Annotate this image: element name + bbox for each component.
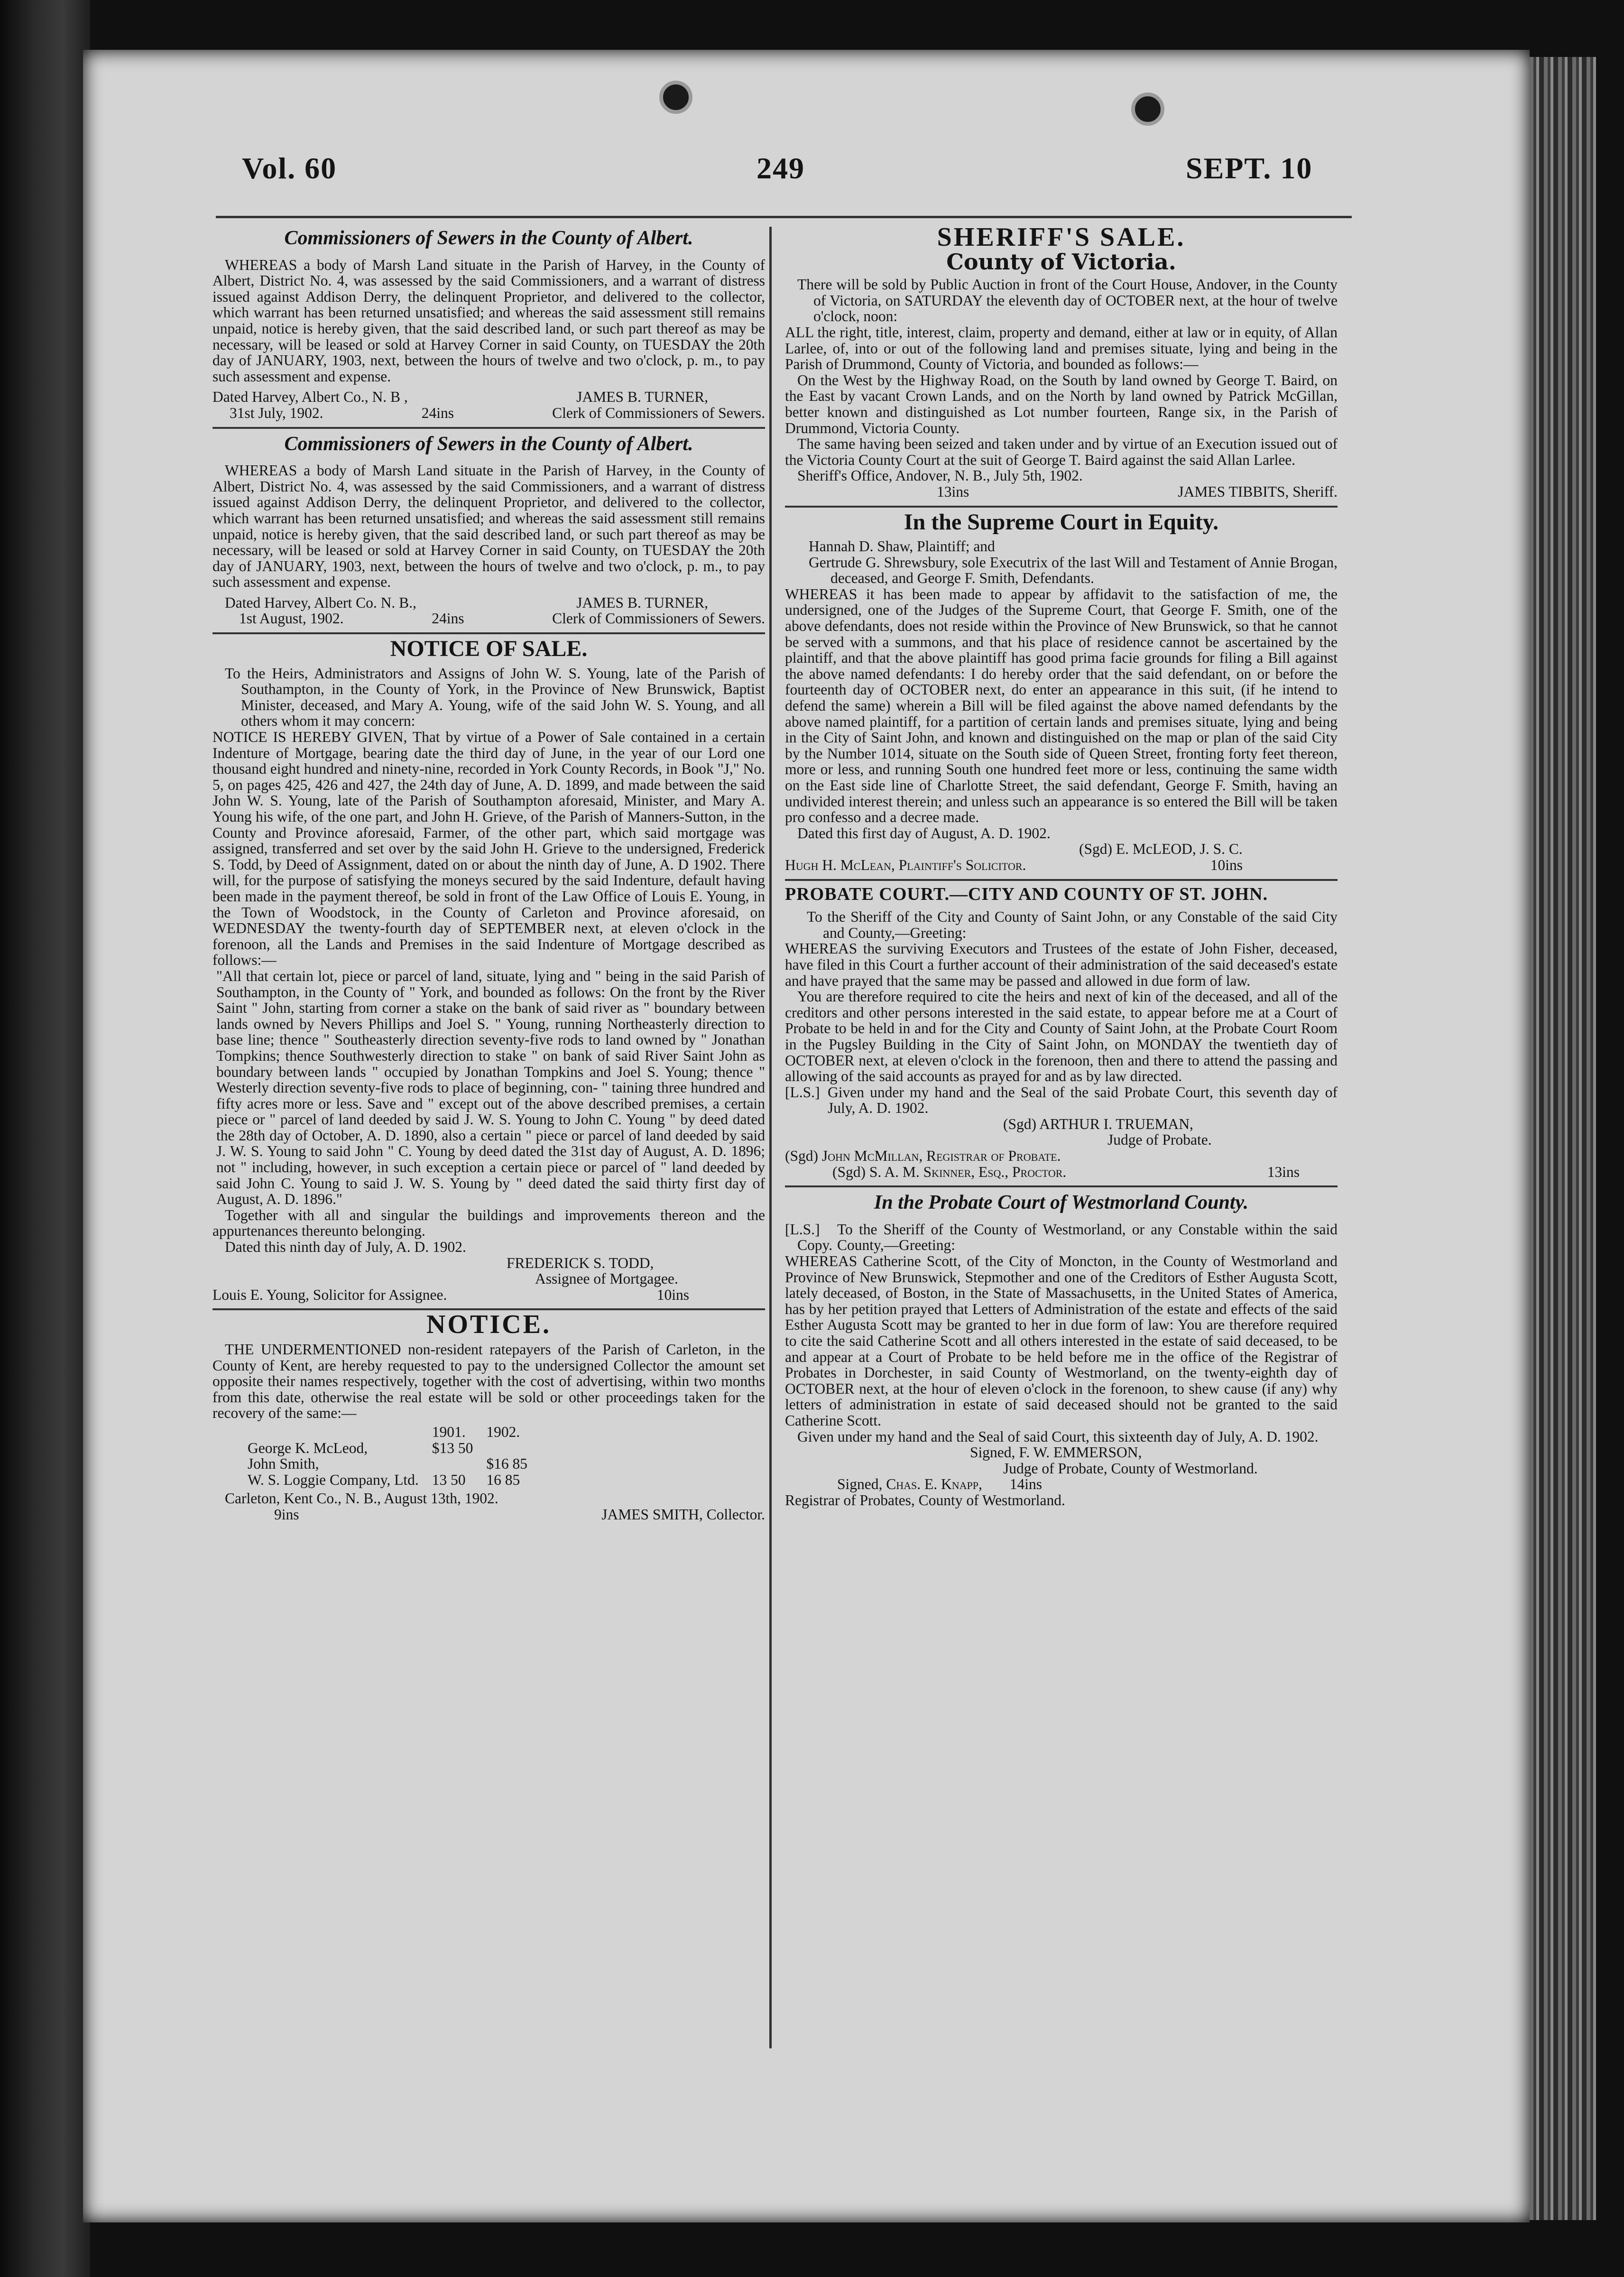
- office-date: Sheriff's Office, Andover, N. B., July 5th, 1902.: [797, 467, 1083, 484]
- notice-subheading: County of Victoria.: [946, 249, 1176, 275]
- date: 1st August, 1902.: [239, 610, 344, 627]
- notice-body: WHEREAS Catherine Scott, of the City of Moncton, in the County of Westmorland and Province of New Brunswick, Stepmother and one of the Creditors of Esther Augusta Scott, lately deceased, of Boston, in the State of Massachusetts, in the United States of America, has by her petition prayed that Letters of Administration of the estate and effects of the said Esther Augusta Scott may be granted to her in due form of law: You are therefore required to cite the said Catherine Scott and all others interested in the estate of said deceased, to be and appear at a Court of Probate to be held before me in the office of the Registrar of Probates in Dorchester, in said County of Westmorland, on the twenty-eighth day of OCTOBER next, at the hour of eleven o'clock in the forenoon, to shew cause (if any) why letters of administration in estate of said deceased should not be granted to the said Catherine Scott.: [785, 1253, 1338, 1429]
- registrar: Chas. E. Knapp,: [886, 1476, 982, 1493]
- signatory-role: Judge of Probate, County of Westmorland.: [1003, 1460, 1258, 1477]
- dated-line: Dated this ninth day of July, A. D. 1902.: [225, 1239, 466, 1256]
- notice-address: To the Heirs, Administrators and Assigns of John W. S. Young, late of the Parish of Southampton, in the County of York, in the Province of New Brunswick, Baptist Minister, deceased, and Mary A. Young, wife of the said John W. S. Young, and all others whom it may concern:: [225, 665, 765, 730]
- signatory-role: Clerk of Commissioners of Sewers.: [552, 404, 765, 421]
- solicitor: Hugh H. McLean, Plaintiff's Solicitor.: [785, 856, 1026, 873]
- supreme-court-equity: [785, 508, 1338, 881]
- signatory: E. McLEOD, J. S. C.: [1116, 841, 1243, 858]
- probate-st-john: [785, 881, 1338, 1188]
- amount-1901: [425, 1456, 480, 1472]
- ratepayer-table: [241, 1424, 534, 1488]
- signed-label: Signed,: [837, 1476, 883, 1493]
- volume-number: Vol. 60: [242, 151, 337, 185]
- given-under-seal: Given under my hand and the Seal of said Court, this sixteenth day of July, A. D. 1902.: [797, 1428, 1319, 1445]
- signed-label: Signed,: [970, 1444, 1015, 1461]
- amount-1902: $16 85: [486, 1455, 528, 1472]
- notice-body: ALL the right, title, interest, claim, property and demand, either at law or in equity, of Allan Larlee, of, into or out of the following land and premises situate, lying and being in the Parish of Drummond, County of Victoria, and bounded as follows:—: [785, 324, 1338, 373]
- registrar-role: Registrar of Probates, County of Westmorland.: [785, 1491, 1065, 1509]
- dated-line: Dated this first day of August, A. D. 1902.: [797, 824, 1051, 842]
- notice-heading: PROBATE COURT.—CITY AND COUNTY OF ST. JOHN.: [785, 884, 1268, 904]
- insertion-count: 10ins: [1210, 856, 1243, 873]
- insertion-count: 24ins: [421, 404, 454, 421]
- left-column: [212, 223, 765, 1528]
- notice-together: Together with all and singular the buildings and improvements thereon and the appurtenances thereunto belonging.: [212, 1206, 765, 1240]
- notice-heading: Commissioners of Sewers in the County of Albert.: [284, 433, 693, 455]
- signatory-role: Clerk of Commissioners of Sewers.: [552, 610, 765, 627]
- ratepayer-name: George K. McLeod,: [248, 1439, 368, 1456]
- property-bounds: On the West by the Highway Road, on the South by land owned by George T. Baird, on the East by vacant Crown Lands, and on the North by land owned by Patrick McGillan, better known and distinguished as Lot number fourteen, Range six, in the Parish of Drummond, Victoria County.: [785, 371, 1338, 436]
- binding-hole: [1131, 93, 1164, 126]
- amount-1902: [480, 1440, 534, 1456]
- right-column: [785, 223, 1338, 1514]
- insertion-count: 9ins: [274, 1506, 299, 1523]
- signatory: JAMES B. TURNER,: [576, 594, 708, 611]
- notice-body: WHEREAS it has been made to appear by affidavit to the satisfaction of me, the undersigned, one of the Judges of the Supreme Court, that George F. Smith, one of the above defendants, does not reside within the Province of New Brunswick, so that he cannot be served with a summons, and that his place of residence cannot be ascertained by the plaintiff, and that the above plaintiff has good prima facie grounds for filing a Bill against the above named defendants: I do hereby order that the said defendant, on or before the fourteenth day of OCTOBER next, do enter an appearance in this suit, (if he intend to defend the same) wherein a Bill will be filed against the above named defendants by the above named plaintiff, for a partition of certain lands and premises situate, lying and being in the City of Saint John, and known and distinguished on the map or plan of the said City by the Number 1014, situate on the South side of Queen Street, fronting forty feet thereon, more or less, and running South one hundred feet more or less, continuing the same width on the East side line of Charlotte Street, the said defendant, George F. Smith, having an undivided interest therein; and unless such an appearance is so entered the Bill will be taken pro confesso and a decree made.: [785, 585, 1338, 826]
- insertion-count: 24ins: [432, 610, 464, 627]
- signatory: JAMES TIBBITS, Sheriff.: [1178, 483, 1338, 500]
- sgd-label: (Sgd): [832, 1163, 866, 1180]
- ratepayer-name: W. S. Loggie Company, Ltd.: [248, 1471, 419, 1488]
- plaintiff: Hannah D. Shaw, Plaintiff; and: [809, 538, 995, 555]
- notice-body: WHEREAS the surviving Executors and Trustees of the estate of John Fisher, deceased, have filed in this Court a further account of their administration of the said deceased's estate and have prayed that the same may be passed and allowed in due form of law.: [785, 940, 1338, 989]
- citation: You are therefore required to cite the heirs and next of kin of the deceased, and all of the creditors and other persons interested in the said estate, to appear before me at a Court of Probate to be held in and for the City and County of Saint John, at the Probate Court Room in the Pugsley Building in the City of Saint John, on MONDAY the twentieth day of OCTOBER next, at eleven o'clock in the forenoon, then and there to attend the passing and allowing of the said accounts as prayed for and as by law directed.: [785, 988, 1338, 1085]
- sgd-label: (Sgd): [1079, 841, 1112, 858]
- signatory: JAMES B. TURNER,: [576, 389, 708, 406]
- sgd-label: (Sgd): [1003, 1115, 1036, 1132]
- place-date: Carleton, Kent Co., N. B., August 13th, 1902.: [225, 1490, 498, 1507]
- notice-body: WHEREAS a body of Marsh Land situate in the Parish of Harvey, in the County of Albert, District No. 4, was assessed by the said Commissioners, and a warrant of distress issued against Addison Derry, the delinquent Proprietor, and delivered to the collector, which warrant has been returned unsatisfied; and whereas the said assessment still remains unpaid, notice is hereby given, that the said described land, or such part thereof as may be necessary, will be leased or sold at Harvey Corner in said County, on TUESDAY the 20th day of JANUARY, 1903, next, between the hours of twelve and two o'clock, p. m., to pay such assessment and expense.: [212, 256, 765, 385]
- notice-heading: NOTICE.: [426, 1310, 551, 1340]
- amount-1901: 13 50: [432, 1471, 466, 1488]
- sgd-label: (Sgd): [785, 1148, 818, 1165]
- amount-1902: 16 85: [486, 1471, 520, 1488]
- header-rule: [216, 216, 1352, 218]
- sheriffs-sale: [785, 223, 1338, 508]
- copy-mark: Copy.: [797, 1237, 833, 1254]
- notice-heading: SHERIFF'S SALE.: [937, 222, 1186, 252]
- signatory: ARTHUR I. TRUEMAN,: [1039, 1115, 1193, 1132]
- insertion-count: 13ins: [937, 483, 969, 500]
- book-gutter: [0, 0, 90, 2277]
- issue-date: SEPT. 10: [1186, 151, 1313, 185]
- notice-of-sale: [212, 634, 765, 1310]
- table-row: [241, 1456, 534, 1472]
- table-row: [241, 1440, 534, 1456]
- table-header: 1902.: [486, 1423, 520, 1440]
- page-edges: [1530, 57, 1596, 2220]
- notice-body: NOTICE IS HEREBY GIVEN, That by virtue of a Power of Sale contained in a certain Indenture of Mortgage, bearing date the third day of June, in the year of our Lord one thousand eight hundred and ninety-nine, recorded in York County Records, in Book "J," No. 5, on pages 425, 426 and 427, the 24th day of June, A. D. 1899, and made between the said John W. S. Young, late of the Parish of Southampton aforesaid, Minister, and Mary A. Young his wife, of the one part, and John H. Grieve, of the Parish of Manners-Sutton, in the County and Province aforesaid, Farmer, of the other part, which said mortgage was assigned, transferred and set over by the said John H. Grieve to the undersigned, Frederick S. Todd, by Deed of Assignment, dated on or about the ninth day of June, A. D 1902. There will, for the purpose of satisfying the moneys secured by the said Indenture, default having been made in the payment thereof, be sold in front of the Law Office of Louis E. Young, in the Town of Woodstock, in the County of Carleton and Province aforesaid, on WEDNESDAY the twenty-fourth day of SEPTEMBER next, at eleven o'clock in the forenoon, all the Lands and Premises in the said Indenture of Mortgage described as follows:—: [212, 729, 765, 969]
- date: 31st July, 1902.: [230, 404, 323, 421]
- notice-heading: NOTICE OF SALE.: [390, 636, 588, 662]
- notice-body: WHEREAS a body of Marsh Land situate in the Parish of Harvey, in the County of Albert, District No. 4, was assessed by the said Commissioners, and a warrant of distress issued against Addison Derry, the delinquent Proprietor, and delivered to the collector, which warrant has been returned unsatisfied; and whereas the said assessment still remains unpaid, notice is hereby given, that the said described land, or such part thereof as may be necessary, will be leased or sold at Harvey Corner in said County, on TUESDAY the 20th day of JANUARY, 1903, next, between the hours of twelve and two o'clock, p. m., to pay such assessment and expense.: [212, 462, 765, 591]
- table-row: [241, 1472, 534, 1488]
- insertion-count: 10ins: [656, 1286, 689, 1303]
- signatory-role: Assignee of Mortgagee.: [535, 1270, 678, 1287]
- ratepayer-name: John Smith,: [248, 1455, 319, 1472]
- notice-heading: In the Probate Court of Westmorland County.: [874, 1192, 1249, 1214]
- defendants: Gertrude G. Shrewsbury, sole Executrix of the last Will and Testament of Annie Brogan, deceased, and George F. Smith, Defendants.: [809, 554, 1338, 587]
- page-number: 249: [757, 151, 805, 185]
- column-rule: [769, 227, 772, 2048]
- solicitor: Louis E. Young, Solicitor for Assignee.: [212, 1286, 447, 1303]
- table-header: [241, 1424, 425, 1440]
- signatory: FREDERICK S. TODD,: [507, 1254, 654, 1271]
- notice-addressee: To the Sheriff of the County of Westmorland, or any Constable within the said County,—Greeting:: [837, 1221, 1338, 1254]
- notice-heading: Commissioners of Sewers in the County of Albert.: [284, 227, 693, 249]
- registrar: John McMillan, Registrar of Probate.: [821, 1148, 1061, 1165]
- signatory: F. W. EMMERSON,: [1019, 1444, 1142, 1461]
- dated-line: Dated Harvey, Albert Co. N. B.,: [225, 594, 416, 611]
- notice-sewers-1: [212, 223, 765, 429]
- property-description: "All that certain lot, piece or parcel of land, situate, lying and " being in the said Parish of Southampton, in the County of " York, and bounded as follows: On the front by the River Saint " John, starting from corner a stake on the bank of said river as " boundary between lands owned by Nevers Phillips and Joel S. " Young, running Northeasterly direction to base line; thence " Southeasterly direction seventy-five rods to land owned by " Jonathan Tompkins; thence Southwesterly direction to stake " on bank of said River Saint John as boundary between lands " occupied by Jonathan Tompkins and Joel S. Young; thence " Westerly direction seventy-five rods to place of beginning, con- " taining three hundred and fifty acres more or less. Save and " except out of the above described premises, a certain piece or " parcel of land deeded by said J. W. S. Young to John C. Young " by deed dated the 28th day of October, A. D. 1890, also a certain " piece or parcel of land deeded by said J. W. S. Young to said John " C. Young by deed dated the 31st day of August, A. D. 1896; not " including, however, in such exception a certain piece or parcel of " land deeded by said John C. Young to said J. W. S. Young by " deed dated the said thirty first day of August, A. D. 1896.": [216, 967, 765, 1208]
- notice-heading: In the Supreme Court in Equity.: [904, 509, 1219, 535]
- probate-westmorland: [785, 1187, 1338, 1514]
- table-header: 1901.: [432, 1423, 466, 1440]
- given-under-seal: Given under my hand and the Seal of the said Probate Court, this seventh day of July, A. D. 1902.: [828, 1083, 1338, 1117]
- insertion-count: 13ins: [1267, 1163, 1300, 1180]
- notice-intro: There will be sold by Public Auction in front of the Court House, Andover, in the County of Victoria, on SATURDAY the eleventh day of OCTOBER next, at the hour of twelve o'clock, noon:: [797, 276, 1338, 325]
- seal-mark: [L.S.]: [785, 1083, 820, 1101]
- binding-hole: [659, 81, 692, 114]
- signatory: JAMES SMITH, Collector.: [601, 1506, 765, 1523]
- seizure-statement: The same having been seized and taken under and by virtue of an Execution issued out of the Victoria County Court at the suit of George T. Baird against the said Allan Larlee.: [785, 435, 1338, 468]
- dated-line: Dated Harvey, Albert Co., N. B ,: [212, 389, 408, 406]
- signatory-role: Judge of Probate.: [1107, 1131, 1212, 1148]
- insertion-count: 14ins: [1009, 1476, 1043, 1493]
- amount-1901: $13 50: [432, 1439, 473, 1456]
- notice-addressee: To the Sheriff of the City and County of Saint John, or any Constable of the said City and County,—Greeting:: [807, 908, 1338, 941]
- proctor: S. A. M. Skinner, Esq., Proctor.: [869, 1163, 1067, 1180]
- notice-body: THE UNDERMENTIONED non-resident ratepayers of the Parish of Carleton, in the County of Kent, are hereby requested to pay to the undersigned Collector the amount set opposite their names respectively, together with the cost of advertising, within two months from this date, otherwise the real estate will be sold or other proceedings taken for the recovery of the same:—: [212, 1341, 765, 1422]
- notice-ratepayers: [212, 1310, 765, 1528]
- table-header-row: [241, 1424, 534, 1440]
- notice-sewers-2: [212, 429, 765, 635]
- seal-mark: [L.S.]: [785, 1221, 820, 1238]
